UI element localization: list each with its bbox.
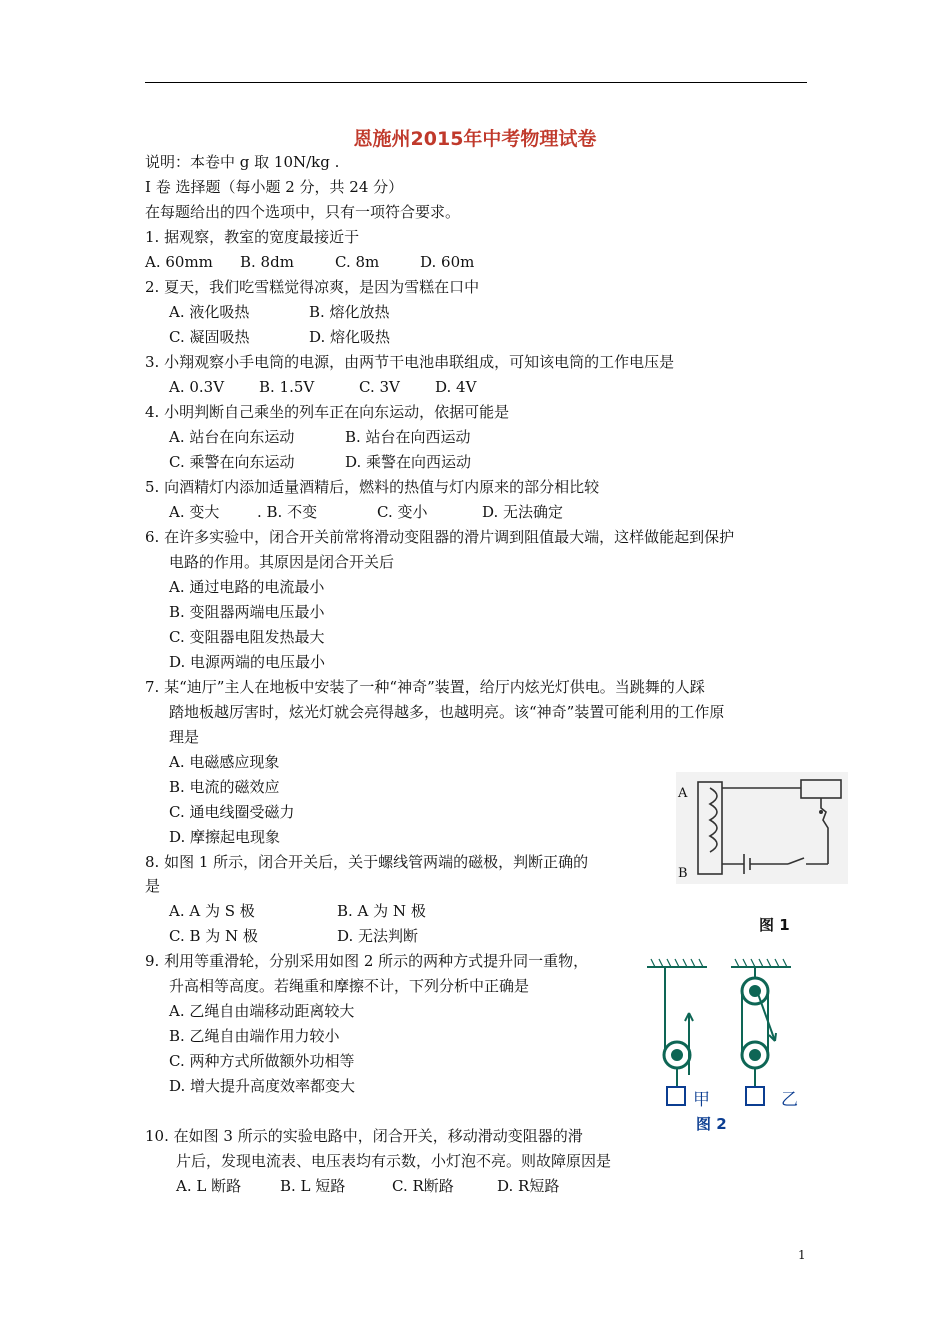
option: C. 3V <box>359 378 400 396</box>
section-heading: Ⅰ 卷 选择题（每小题 2 分，共 24 分） <box>145 178 404 196</box>
question-7-stem-cont: 踏地板越厉害时，炫光灯就会亮得越多，也越明亮。该“神奇”装置可能利用的工作原 <box>169 703 725 721</box>
question-7-stem: 7. 某“迪厅”主人在地板中安装了一种“神奇”装置，给厅内炫光灯供电。当跳舞的人踩 <box>145 678 705 696</box>
option: D. 乘警在向西运动 <box>345 453 472 471</box>
question-8-options-row2 <box>169 926 418 946</box>
option: B. 8dm <box>240 253 294 271</box>
option: A. A 为 S 极 <box>169 902 255 920</box>
question-4-stem: 4. 小明判断自己乘坐的列车正在向东运动，依据可能是 <box>145 403 510 421</box>
option: A. 电磁感应现象 <box>169 753 280 771</box>
option: A. 60mm <box>145 253 213 271</box>
option: C. 变阻器电阻发热最大 <box>169 628 325 646</box>
option: A. 变大 <box>169 503 220 521</box>
option: B. 1.5V <box>259 378 315 396</box>
question-6-stem-cont: 电路的作用。其原因是闭合开关后 <box>169 553 395 571</box>
option: D. 摩擦起电现象 <box>169 828 281 846</box>
exam-note: 说明：本卷中 g 取 10N/kg . <box>145 153 340 171</box>
option: B. 熔化放热 <box>309 303 390 321</box>
question-2-options-row2 <box>169 327 390 347</box>
option: . B. 不变 <box>257 503 318 521</box>
question-8-stem-cont: 是 <box>145 877 161 895</box>
question-9-stem-cont: 升高相等高度。若绳重和摩擦不计，下列分析中正确是 <box>169 977 530 995</box>
page-number: 1 <box>798 1248 806 1262</box>
question-10-stem-cont: 片后，发现电流表、电压表均有示数，小灯泡不亮。则故障原因是 <box>176 1152 612 1170</box>
option: D. 无法确定 <box>482 503 564 521</box>
option: C. 变小 <box>377 503 428 521</box>
figure-1-solenoid-circuit <box>676 772 848 884</box>
question-7-stem-cont: 理是 <box>169 728 200 746</box>
question-8-stem: 8. 如图 1 所示，闭合开关后，关于螺线管两端的磁极，判断正确的 <box>145 853 589 871</box>
pole-label-b: B <box>678 866 688 881</box>
question-8-options-row1 <box>169 901 426 921</box>
figure-2-pulleys <box>643 955 823 1115</box>
option: A. 站台在向东运动 <box>169 428 295 446</box>
question-9-stem: 9. 利用等重滑轮，分别采用如图 2 所示的两种方式提升同一重物， <box>145 952 589 970</box>
option: B. 站台在向西运动 <box>345 428 471 446</box>
option: D. R短路 <box>497 1177 560 1195</box>
header-rule <box>145 82 807 83</box>
option: A. 0.3V <box>169 378 225 396</box>
question-10-stem: 10. 在如图 3 所示的实验电路中，闭合开关，移动滑动变阻器的滑 <box>145 1127 583 1145</box>
figure-1-caption: 图 1 <box>759 916 790 934</box>
option: A. 通过电路的电流最小 <box>169 578 325 596</box>
question-4-options-row1 <box>169 427 471 447</box>
option: D. 熔化吸热 <box>309 328 391 346</box>
page-title: 恩施州2015年中考物理试卷 <box>353 128 597 150</box>
option: A. L 断路 <box>176 1177 242 1195</box>
option: D. 4V <box>435 378 477 396</box>
pole-label-a: A <box>678 786 688 801</box>
question-3-stem: 3. 小翔观察小手电筒的电源，由两节干电池串联组成，可知该电筒的工作电压是 <box>145 353 675 371</box>
option: D. 电源两端的电压最小 <box>169 653 326 671</box>
question-6-stem: 6. 在许多实验中，闭合开关前常将滑动变阻器的滑片调到阻值最大端，这样做能起到保护 <box>145 528 735 546</box>
question-3-options <box>169 377 476 397</box>
option: D. 60m <box>420 253 475 271</box>
option: C. R断路 <box>392 1177 454 1195</box>
question-1-stem: 1. 据观察，教室的宽度最接近于 <box>145 228 360 246</box>
question-2-options-row1 <box>169 302 390 322</box>
question-5-stem: 5. 向酒精灯内添加适量酒精后，燃料的热值与灯内原来的部分相比较 <box>145 478 600 496</box>
option: C. 8m <box>335 253 380 271</box>
option: B. L 短路 <box>280 1177 346 1195</box>
option: C. 通电线圈受磁力 <box>169 803 295 821</box>
option: B. A 为 N 极 <box>337 902 426 920</box>
pulley-label-jia: 甲 <box>693 1090 710 1110</box>
option: B. 乙绳自由端作用力较小 <box>169 1027 340 1045</box>
question-5-options <box>169 502 563 522</box>
option: A. 液化吸热 <box>169 303 250 321</box>
option: B. 电流的磁效应 <box>169 778 280 796</box>
option: D. 增大提升高度效率都变大 <box>169 1077 356 1095</box>
section-instruction: 在每题给出的四个选项中，只有一项符合要求。 <box>145 203 461 221</box>
option: C. 凝固吸热 <box>169 328 250 346</box>
option: C. 两种方式所做额外功相等 <box>169 1052 355 1070</box>
question-1-options <box>145 252 474 272</box>
pulley-label-yi: 乙 <box>781 1090 798 1110</box>
question-2-stem: 2. 夏天，我们吃雪糕觉得凉爽，是因为雪糕在口中 <box>145 278 480 296</box>
option: B. 变阻器两端电压最小 <box>169 603 325 621</box>
option: A. 乙绳自由端移动距离较大 <box>169 1002 355 1020</box>
option: C. B 为 N 极 <box>169 927 258 945</box>
option: C. 乘警在向东运动 <box>169 453 295 471</box>
question-4-options-row2 <box>169 452 471 472</box>
figure-2-caption: 图 2 <box>696 1115 727 1133</box>
option: D. 无法判断 <box>337 927 419 945</box>
question-10-options <box>176 1176 559 1196</box>
